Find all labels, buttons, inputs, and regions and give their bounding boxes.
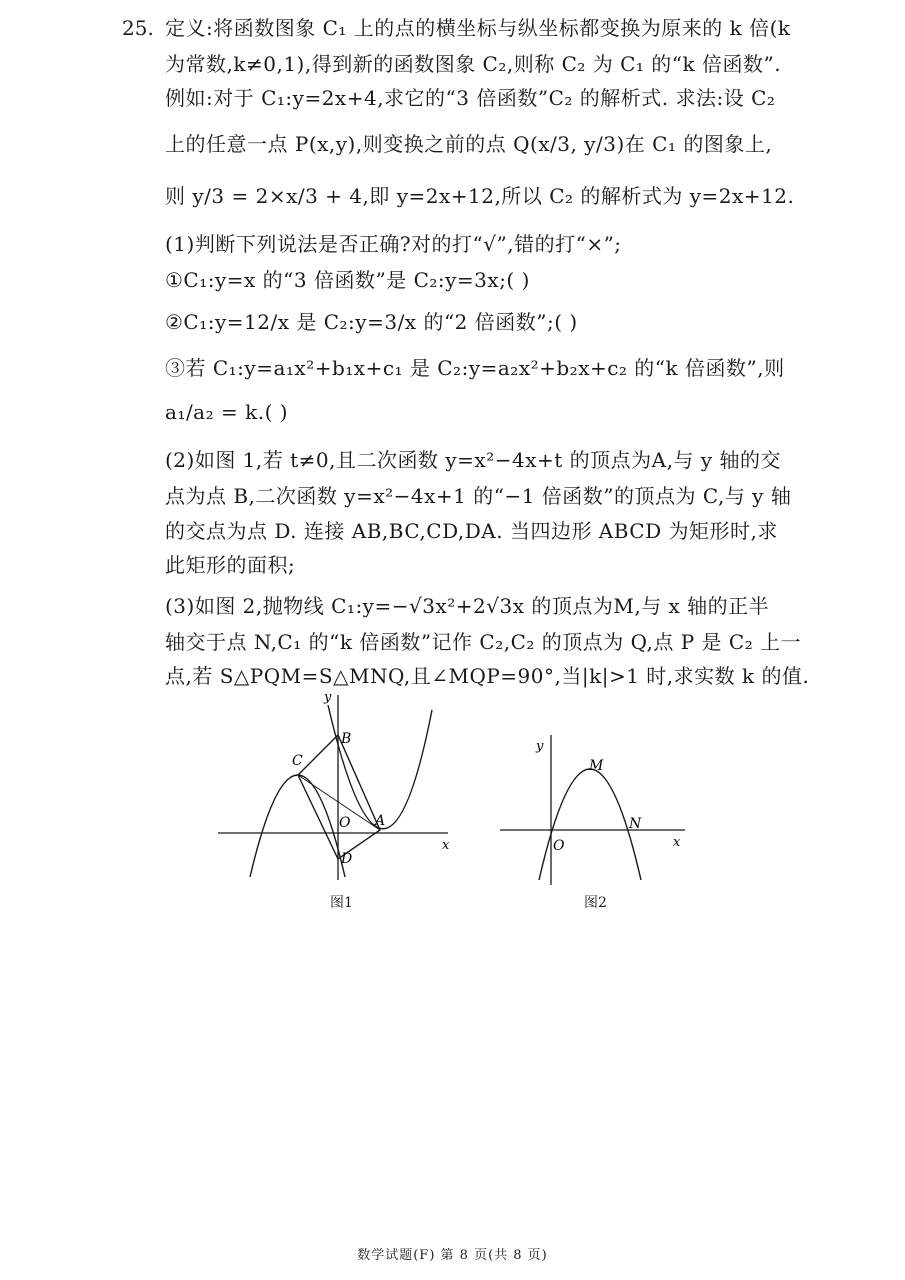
question-line: 此矩形的面积; (165, 553, 296, 577)
figure-1 (210, 685, 460, 885)
label-d: D (341, 851, 353, 867)
label-y: y (536, 739, 544, 754)
sub-question-3: (3)如图 2,抛物线 C₁:y=−√3x²+2√3x 的顶点为M,与 x 轴的正半 (165, 594, 770, 618)
question-line: 上的任意一点 P(x,y),则变换之前的点 Q(x/3, y/3)在 C₁ 的图象上, (165, 132, 773, 156)
label-n: N (629, 816, 642, 832)
question-number: 25. (122, 16, 154, 40)
question-line: 为常数,k≠0,1),得到新的函数图象 C₂,则称 C₂ 为 C₁ 的“k 倍函数”. (165, 52, 782, 76)
page-footer: 数学试题(F) 第 8 页(共 8 页) (357, 1248, 548, 1263)
label-o: O (339, 815, 351, 831)
upward-parabola (328, 705, 432, 829)
label-c: C (292, 753, 303, 769)
sub-question-2: (2)如图 1,若 t≠0,且二次函数 y=x²−4x+t 的顶点为A,与 y 轴的交 (165, 448, 781, 472)
question-line: 点,若 S△PQM=S△MNQ,且∠MQP=90°,当|k|>1 时,求实数 k 的值. (165, 664, 810, 688)
rectangle-abcd (298, 735, 380, 859)
question-line: 定义:将函数图象 C₁ 上的点的横坐标与纵坐标都变换为原来的 k 倍(k (165, 16, 791, 40)
label-b: B (341, 731, 352, 747)
sub-question-1: (1)判断下列说法是否正确?对的打“√”,错的打“×”; (165, 232, 622, 256)
downward-parabola (250, 775, 345, 877)
label-m: M (589, 758, 604, 774)
figure-2 (495, 730, 695, 890)
question-line: 例如:对于 C₁:y=2x+4,求它的“3 倍函数”C₂ 的解析式. 求法:设 C₂ (165, 86, 776, 110)
statement-2: ②C₁:y=12/x 是 C₂:y=3/x 的“2 倍函数”;( ) (165, 310, 578, 334)
label-a: A (375, 813, 386, 829)
statement-3-cont: a₁/a₂ = k.( ) (165, 400, 289, 424)
question-line: 则 y/3 = 2×x/3 + 4,即 y=2x+12,所以 C₂ 的解析式为 y=2x+12. (165, 184, 795, 208)
label-y: y (324, 690, 332, 705)
question-line: 轴交于点 N,C₁ 的“k 倍函数”记作 C₂,C₂ 的顶点为 Q,点 P 是 C₂ 上一 (165, 630, 802, 654)
question-line: 的交点为点 D. 连接 AB,BC,CD,DA. 当四边形 ABCD 为矩形时,求 (165, 519, 778, 543)
question-line: 点为点 B,二次函数 y=x²−4x+1 的“−1 倍函数”的顶点为 C,与 y 轴 (165, 484, 792, 508)
statement-3: ③若 C₁:y=a₁x²+b₁x+c₁ 是 C₂:y=a₂x²+b₂x+c₂ 的“k 倍函数”,则 (165, 356, 785, 380)
label-o: O (553, 838, 565, 854)
figure-1-caption: 图1 (330, 895, 353, 911)
label-x: x (442, 838, 450, 853)
figure-2-caption: 图2 (584, 895, 607, 911)
parabola-c1 (539, 769, 641, 880)
statement-1: ①C₁:y=x 的“3 倍函数”是 C₂:y=3x;( ) (165, 268, 530, 292)
label-x: x (673, 835, 681, 850)
